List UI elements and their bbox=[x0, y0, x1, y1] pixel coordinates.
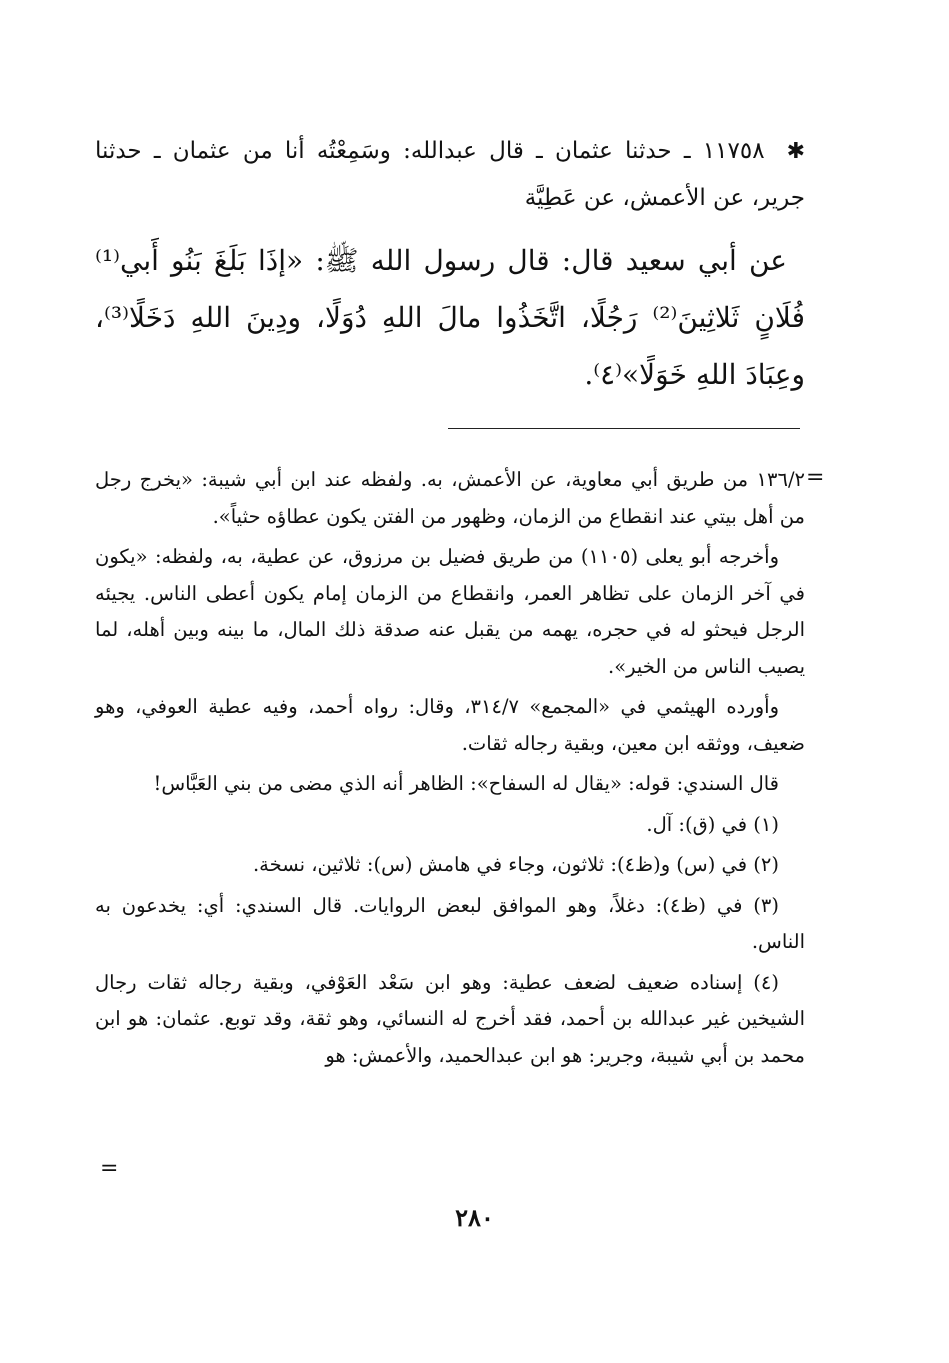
footnote-paragraph: وأورده الهيثمي في «المجمع» ٣١٤/٧، وقال: رواه أحمد، وفيه عطية العوفي، وهو ضعيف، ووثقه ابن معين، وبقية رجاله ثقات. bbox=[95, 695, 805, 755]
footnote-3: (٣) في (ظ٤): دغلاً، وهو الموافق لبعض الروايات. قال السندي: أي: يخدعون به الناس. bbox=[95, 893, 805, 953]
footnote-paragraph: قال السندي: قوله: «يقال له السفاح»: الظاهر أنه الذي مضى من بني العَبَّاس! bbox=[153, 772, 779, 795]
footnote-1: (١) في (ق): آل. bbox=[646, 812, 779, 836]
footnote-continuation: ١٣٦/٢ من طريق أبي معاوية، عن الأعمش، به. ولفظه عند ابن أبي شيبة: «يخرج رجل من أهل بيتي عند انقطاع من الزمان، وظهور من الفتن يكون عطاؤه حثياً». bbox=[95, 468, 805, 528]
footnotes bbox=[95, 462, 805, 1074]
main-text bbox=[95, 128, 805, 403]
hadith-isnad bbox=[95, 128, 805, 222]
continued-mark: = bbox=[100, 1156, 119, 1181]
hadith-head-text: ١١٧٥٨ ـ حدثنا عثمان ـ قال عبدالله: وسَمِعْتُه أنا من عثمان ـ حدثنا جرير، عن الأعمش، عن عَطِيَّة bbox=[95, 138, 805, 211]
footnote-divider bbox=[448, 428, 800, 429]
footnote-2: (٢) في (س) و(ظ٤): ثلاثون، وجاء في هامش (س): ثلاثين، نسخة. bbox=[252, 853, 779, 876]
hadith-marker: ✱ bbox=[786, 139, 805, 164]
continuation-mark: = bbox=[806, 465, 825, 490]
footnote-paragraph: وأخرجه أبو يعلى (١١٠٥) من طريق فضيل بن مرزوق، عن عطية، به، ولفظه: «يكون في آخر الزمان على تظاهر العمر، وانقطاع من الزمان إمام يكون أعطى الناس. يجيئه الرجل فيحثو له في حجره، يهمه من يقبل عنه صدقة ذلك المال، ما بينه وبين أهله، لما يصيب الناس من الخير». bbox=[95, 545, 805, 678]
hadith-matn: عن أبي سعيد قال: قال رسول الله ﷺ: «إذَا بَلَغَ بَنُو أَبي⁽¹⁾ فُلَانٍ ثَلاثِينَ⁽²⁾ رَجُلًا، اتَّخَذُوا مالَ اللهِ دُوَلًا، ودِينَ اللهِ دَخَلًا⁽³⁾، وعِبَادَ اللهِ خَوَلًا»⁽٤⁾. bbox=[95, 244, 805, 391]
footnote-4: (٤) إسناده ضعيف لضعف عطية: وهو ابن سَعْد العَوْفي، وبقية رجاله ثقات رجال الشيخين غير عبدالله بن أحمد، فقد أخرج له النسائي، وهو ثقة، وقد توبع. عثمان: هو ابن محمد بن أبي شيبة، وجرير: هو ابن عبدالحميد، والأعمش: هو bbox=[95, 970, 805, 1067]
page-number: ٢٨٠ bbox=[455, 1203, 494, 1232]
